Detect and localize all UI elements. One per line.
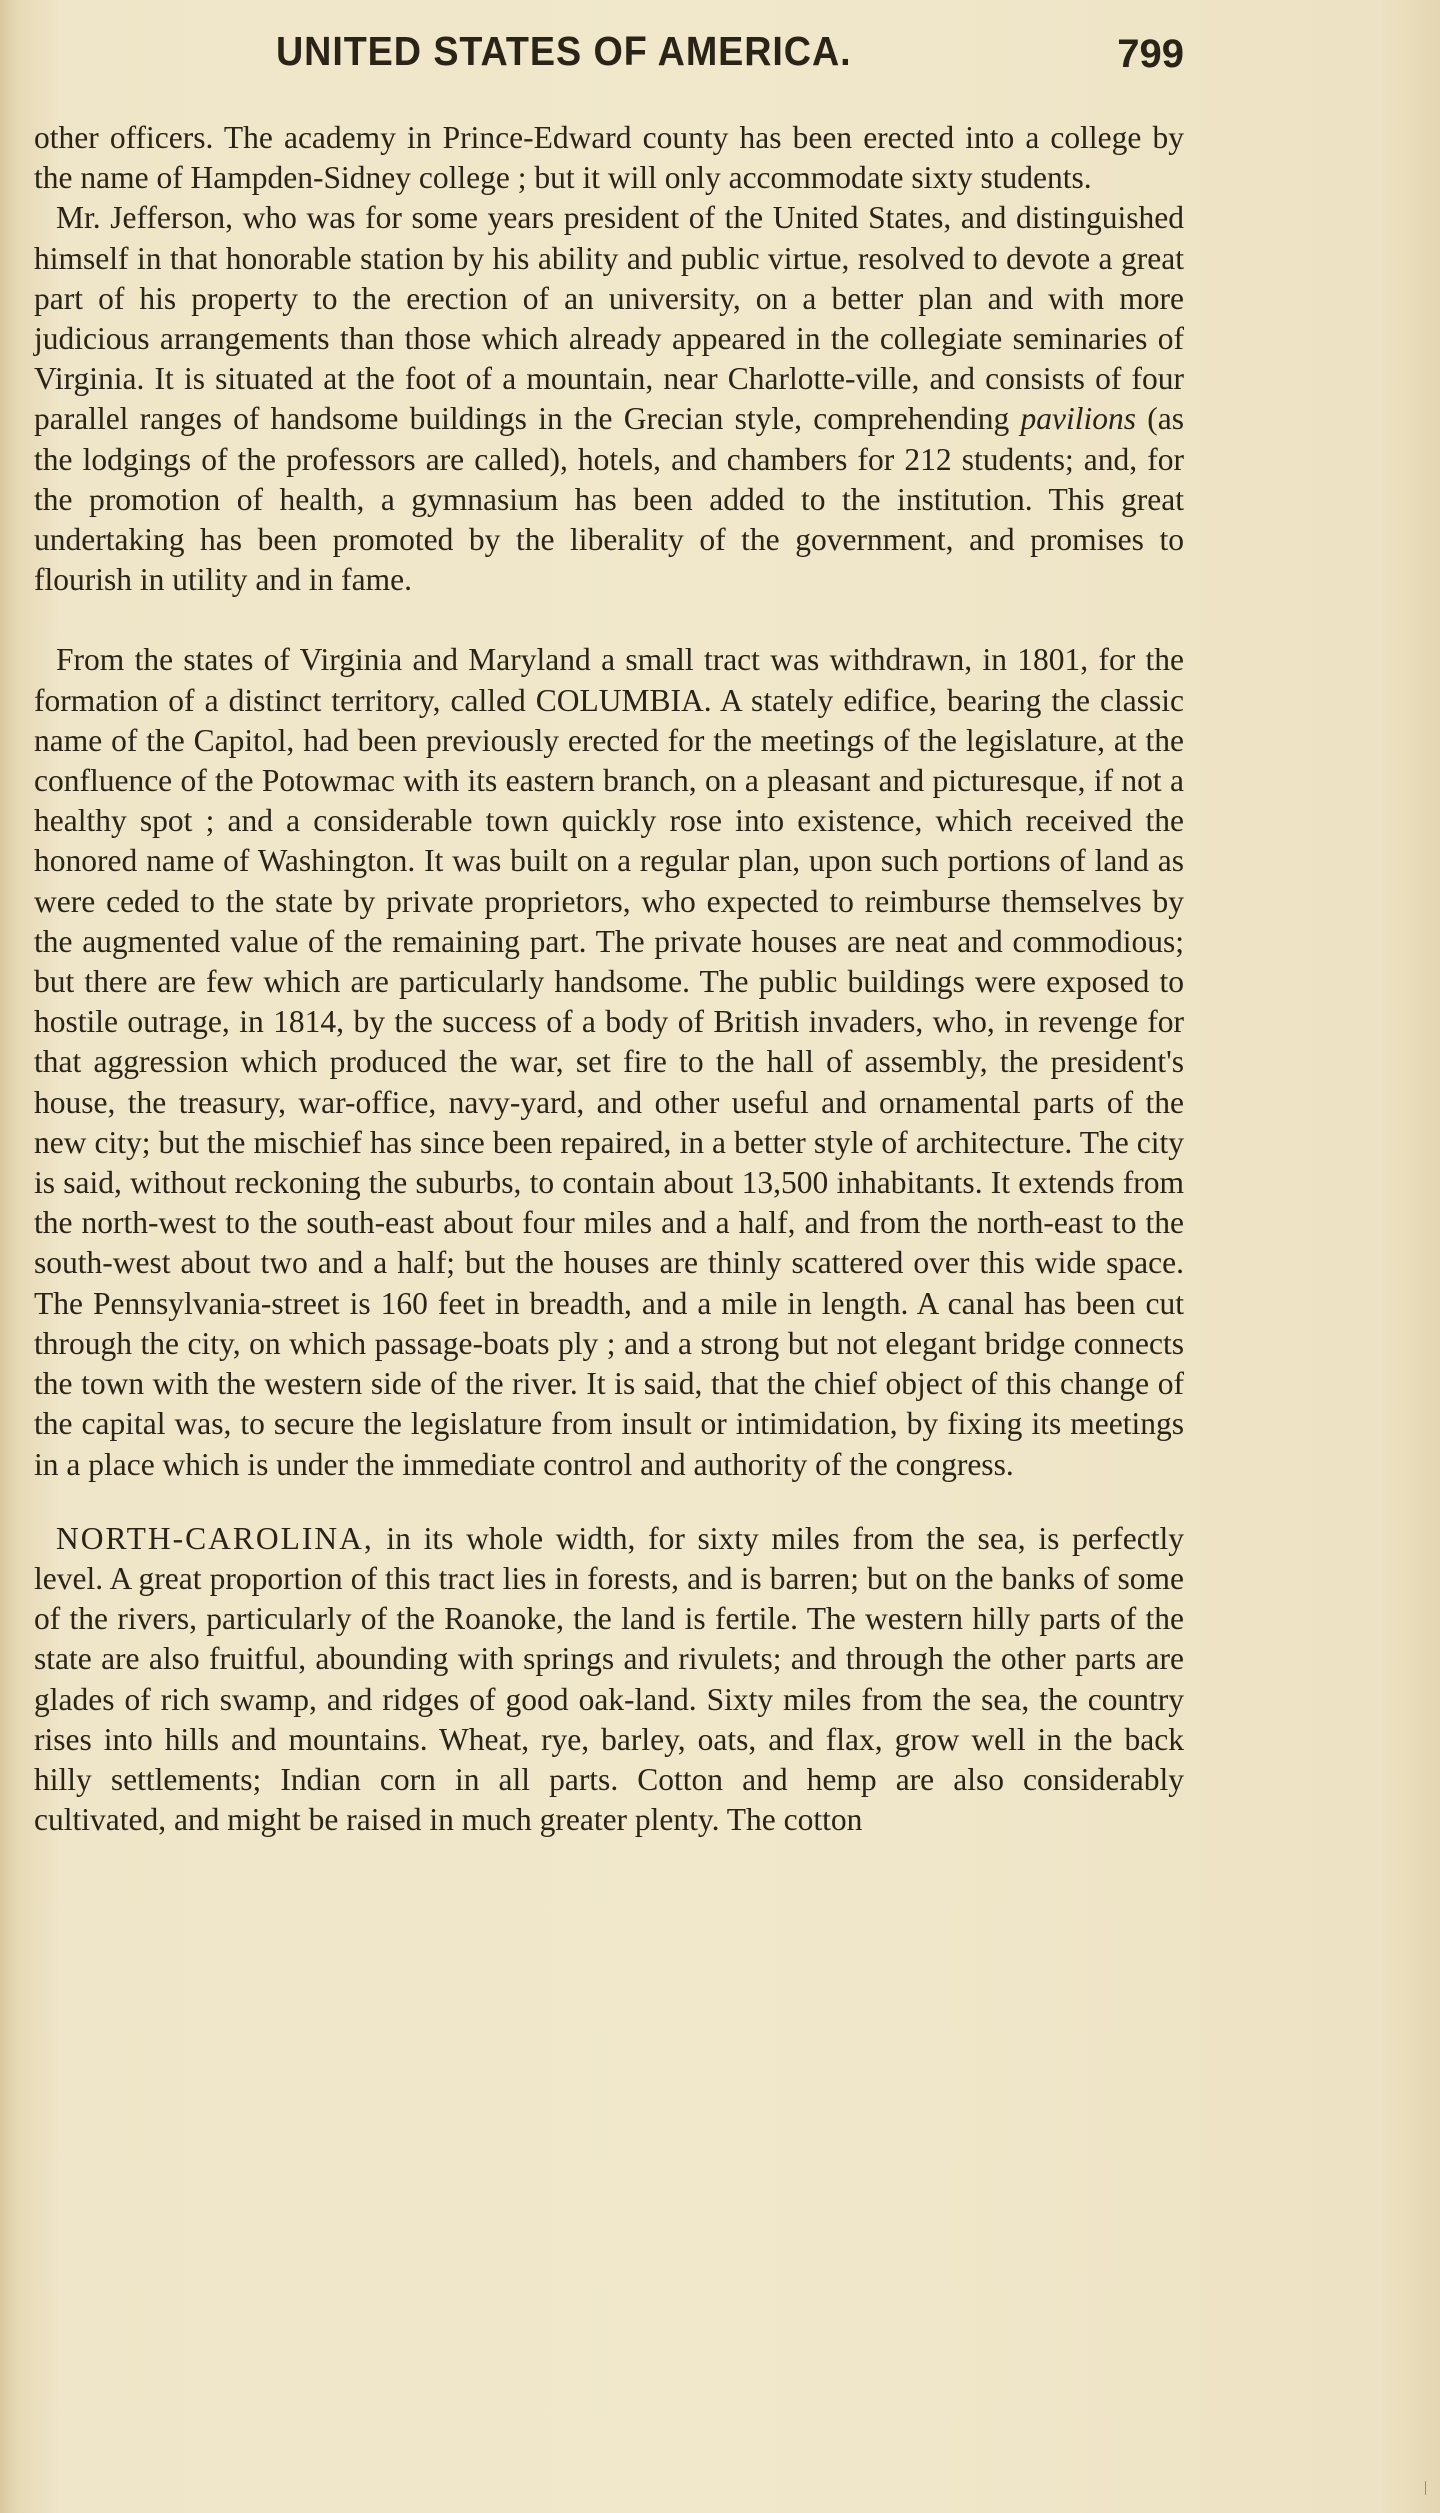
paragraph-3 <box>34 640 1184 1484</box>
paragraph-4-lead: NORTH-CAROLINA, <box>56 1520 374 1556</box>
body-text <box>34 118 1184 1840</box>
paragraph-2 <box>34 198 1184 600</box>
paragraph-1 <box>34 118 1184 198</box>
running-title: UNITED STATES OF AMERICA. <box>276 28 852 74</box>
paragraph-4-text: in its whole width, for sixty miles from the sea, is perfectly level. A great proportion of this tract lies in forests, and is barren; but on the banks of some of the rivers, particularly of the Roanoke, the land is fertile. The western hilly parts of the state are also fruitful, abounding with springs and rivulets; and through the other parts are glades of rich swamp, and ridges of good oak-land. Sixty miles from the sea, the country rises into hills and mountains. Wheat, rye, barley, oats, and flax, grow well in the back hilly settlements; Indian corn in all parts. Cotton and hemp are also considerably cultivated, and might be raised in much greater plenty. The cotton <box>34 1520 1184 1838</box>
page-header <box>276 28 1184 88</box>
page-number: 799 <box>1117 32 1184 76</box>
paragraph-2-italic: pavilions <box>1020 401 1136 437</box>
margin-mark <box>1425 2481 1430 2495</box>
paragraph-gap <box>34 600 1184 640</box>
paragraph-2-text-after: (as the lodgings of the professors are called), hotels, and chambers for 212 students; and, for the promotion of health, a gymnasium has been added to the institution. This great undertaking has been promoted by the liberality of the government, and promises to flourish in utility and in fame. <box>34 401 1184 598</box>
paragraph-gap <box>34 1485 1184 1519</box>
paragraph-3-text: From the states of Virginia and Maryland a small tract was withdrawn, in 1801, for the formation of a distinct territory, called COLUMBIA. A stately edifice, bearing the classic name of the Capitol, had been previously erected for the meetings of the legislature, at the confluence of the Potowmac with its eastern branch, on a pleasant and picturesque, if not a healthy spot ; and a considerable town quickly rose into existence, which received the honored name of Washington. It was built on a regular plan, upon such portions of land as were ceded to the state by private proprietors, who expected to reimburse themselves by the augmented value of the remaining part. The private houses are neat and commodious; but there are few which are particularly handsome. The public buildings were exposed to hostile outrage, in 1814, by the success of a body of British invaders, who, in revenge for that aggression which produced the war, set fire to the hall of assembly, the president's house, the treasury, war-office, navy-yard, and other useful and ornamental parts of the new city; but the mischief has since been repaired, in a better style of architecture. The city is said, without reckoning the suburbs, to contain about 13,500 inhabitants. It extends from the north-west to the south-east about four miles and a half, and from the north-east to the south-west about two and a half; but the houses are thinly scattered over this wide space. The Pennsylvania-street is 160 feet in breadth, and a mile in length. A canal has been cut through the city, on which passage-boats ply ; and a strong but not elegant bridge connects the town with the western side of the river. It is said, that the chief object of this change of the capital was, to secure the legislature from insult or intimidation, by fixing its meetings in a place which is under the immediate control and authority of the congress. <box>34 642 1184 1482</box>
paragraph-2-text: Mr. Jefferson, who was for some years president of the United States, and distinguished himself in that honorable station by his ability and public virtue, resolved to devote a great part of his property to the erection of an university, on a better plan and with more judicious arrangements than those which already appeared in the collegiate seminaries of Virginia. It is situated at the foot of a mountain, near Charlotte-ville, and consists of four parallel ranges of handsome buildings in the Grecian style, comprehending <box>34 200 1184 437</box>
paragraph-4 <box>34 1519 1184 1841</box>
paragraph-1-text: other officers. The academy in Prince-Edward county has been erected into a college by the name of Hampden-Sidney college ; but it will only accommodate sixty students. <box>34 120 1184 196</box>
